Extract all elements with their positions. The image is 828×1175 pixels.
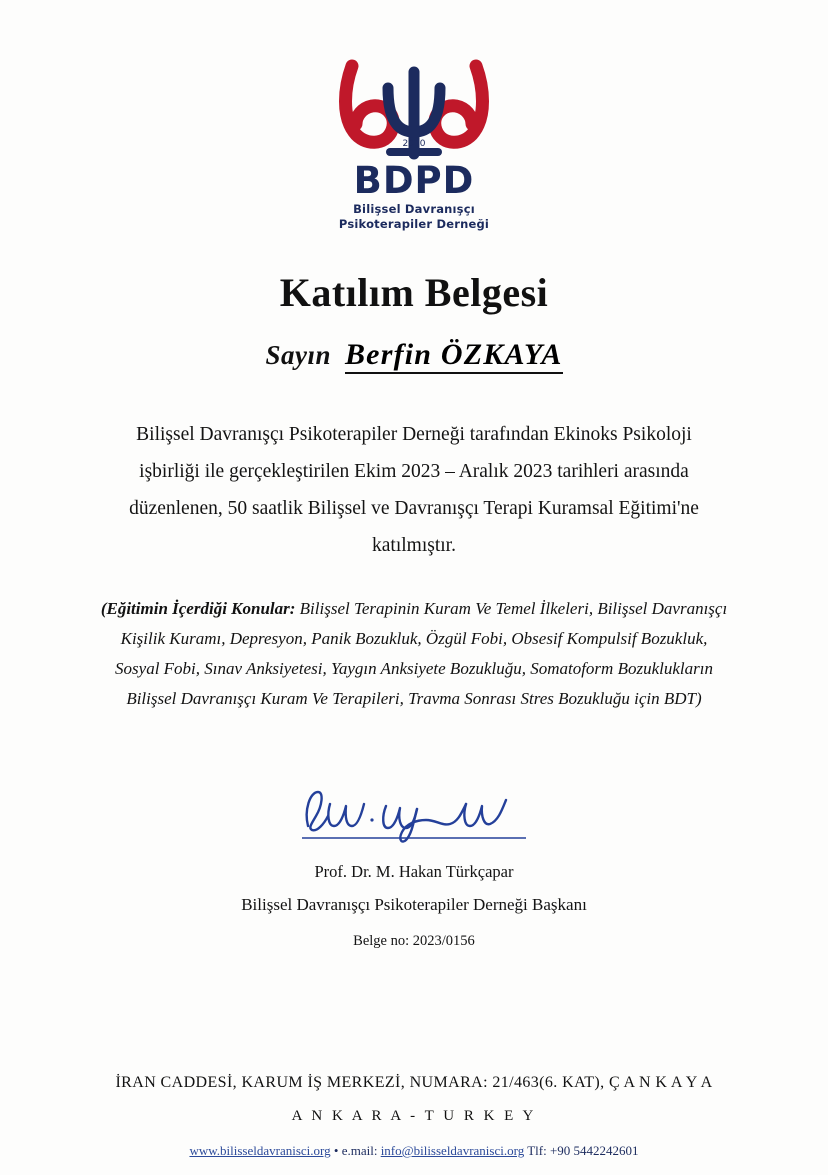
training-content-list: Bilişsel Terapinin Kuram Ve Temel İlkeleri, Bilişsel Davranışçı Kişilik Kuramı, Depresyon, Panik Bozukluk, Özgül Fobi, Obsesif Kompulsif Bozukluk, Sosyal Fobi, Sınav Anksiyetesi, Yaygın Anksiyete Bozukluğu, Somatoform Bozuklukların Bilişsel Davranışçı Kuram Ve Terapileri, Travma Sonrası Stres Bozukluğu için BDT) (115, 599, 728, 708)
recipient-prefix: Sayın (265, 340, 331, 370)
signer-name: Prof. Dr. M. Hakan Türkçapar (314, 862, 514, 881)
footer-contact (0, 1143, 828, 1159)
training-content-label: (Eğitimin İçerdiği Konular: (100, 599, 296, 618)
certificate-body-text: Bilişsel Davranışçı Psikoterapiler Derneği tarafından Ekinoks Psikoloji işbirliği ile gerçekleştirilen Ekim 2023 – Aralık 2023 tarihleri arasında düzenlenen, 50 saatlik Bilişsel ve Davranışçı Terapi Kuramsal Eğitimi'ne katılmıştır. (129, 424, 699, 556)
footer-email-label: e.mail: (341, 1143, 378, 1158)
footer-website-link[interactable]: www.bilisseldavranisci.org (189, 1143, 331, 1158)
signature-icon (294, 780, 534, 850)
recipient-name: Berfin ÖZKAYA (345, 338, 563, 374)
footer-email-link[interactable]: info@bilisseldavranisci.org (380, 1143, 525, 1158)
signature-block (60, 780, 768, 950)
footer-bullet-1: • (333, 1143, 339, 1158)
training-content-block (99, 594, 729, 714)
bdpd-logo-icon (334, 58, 494, 168)
footer (0, 1074, 828, 1159)
svg-text:2010: 2010 (402, 139, 426, 149)
footer-address-line2: A N K A R A - T U R K E Y (291, 1108, 537, 1124)
certificate-title: Katılım Belgesi (279, 270, 549, 315)
recipient-line (60, 338, 768, 372)
logo-acronym: BDPD (353, 159, 475, 202)
footer-address-line1: İRAN CADDESİ, KARUM İŞ MERKEZİ, NUMARA: 21/463(6. KAT), Ç A N K A Y A (115, 1074, 713, 1091)
organization-logo (60, 0, 768, 231)
logo-subtitle-line1: Bilişsel Davranışçı (353, 202, 475, 216)
document-number: Belge no: 2023/0156 (353, 933, 475, 949)
logo-subtitle-line2: Psikoterapiler Derneği (338, 217, 490, 231)
footer-phone: Tlf: +90 5442242601 (527, 1143, 639, 1158)
signer-role: Bilişsel Davranışçı Psikoterapiler Derneği Başkanı (241, 895, 587, 914)
